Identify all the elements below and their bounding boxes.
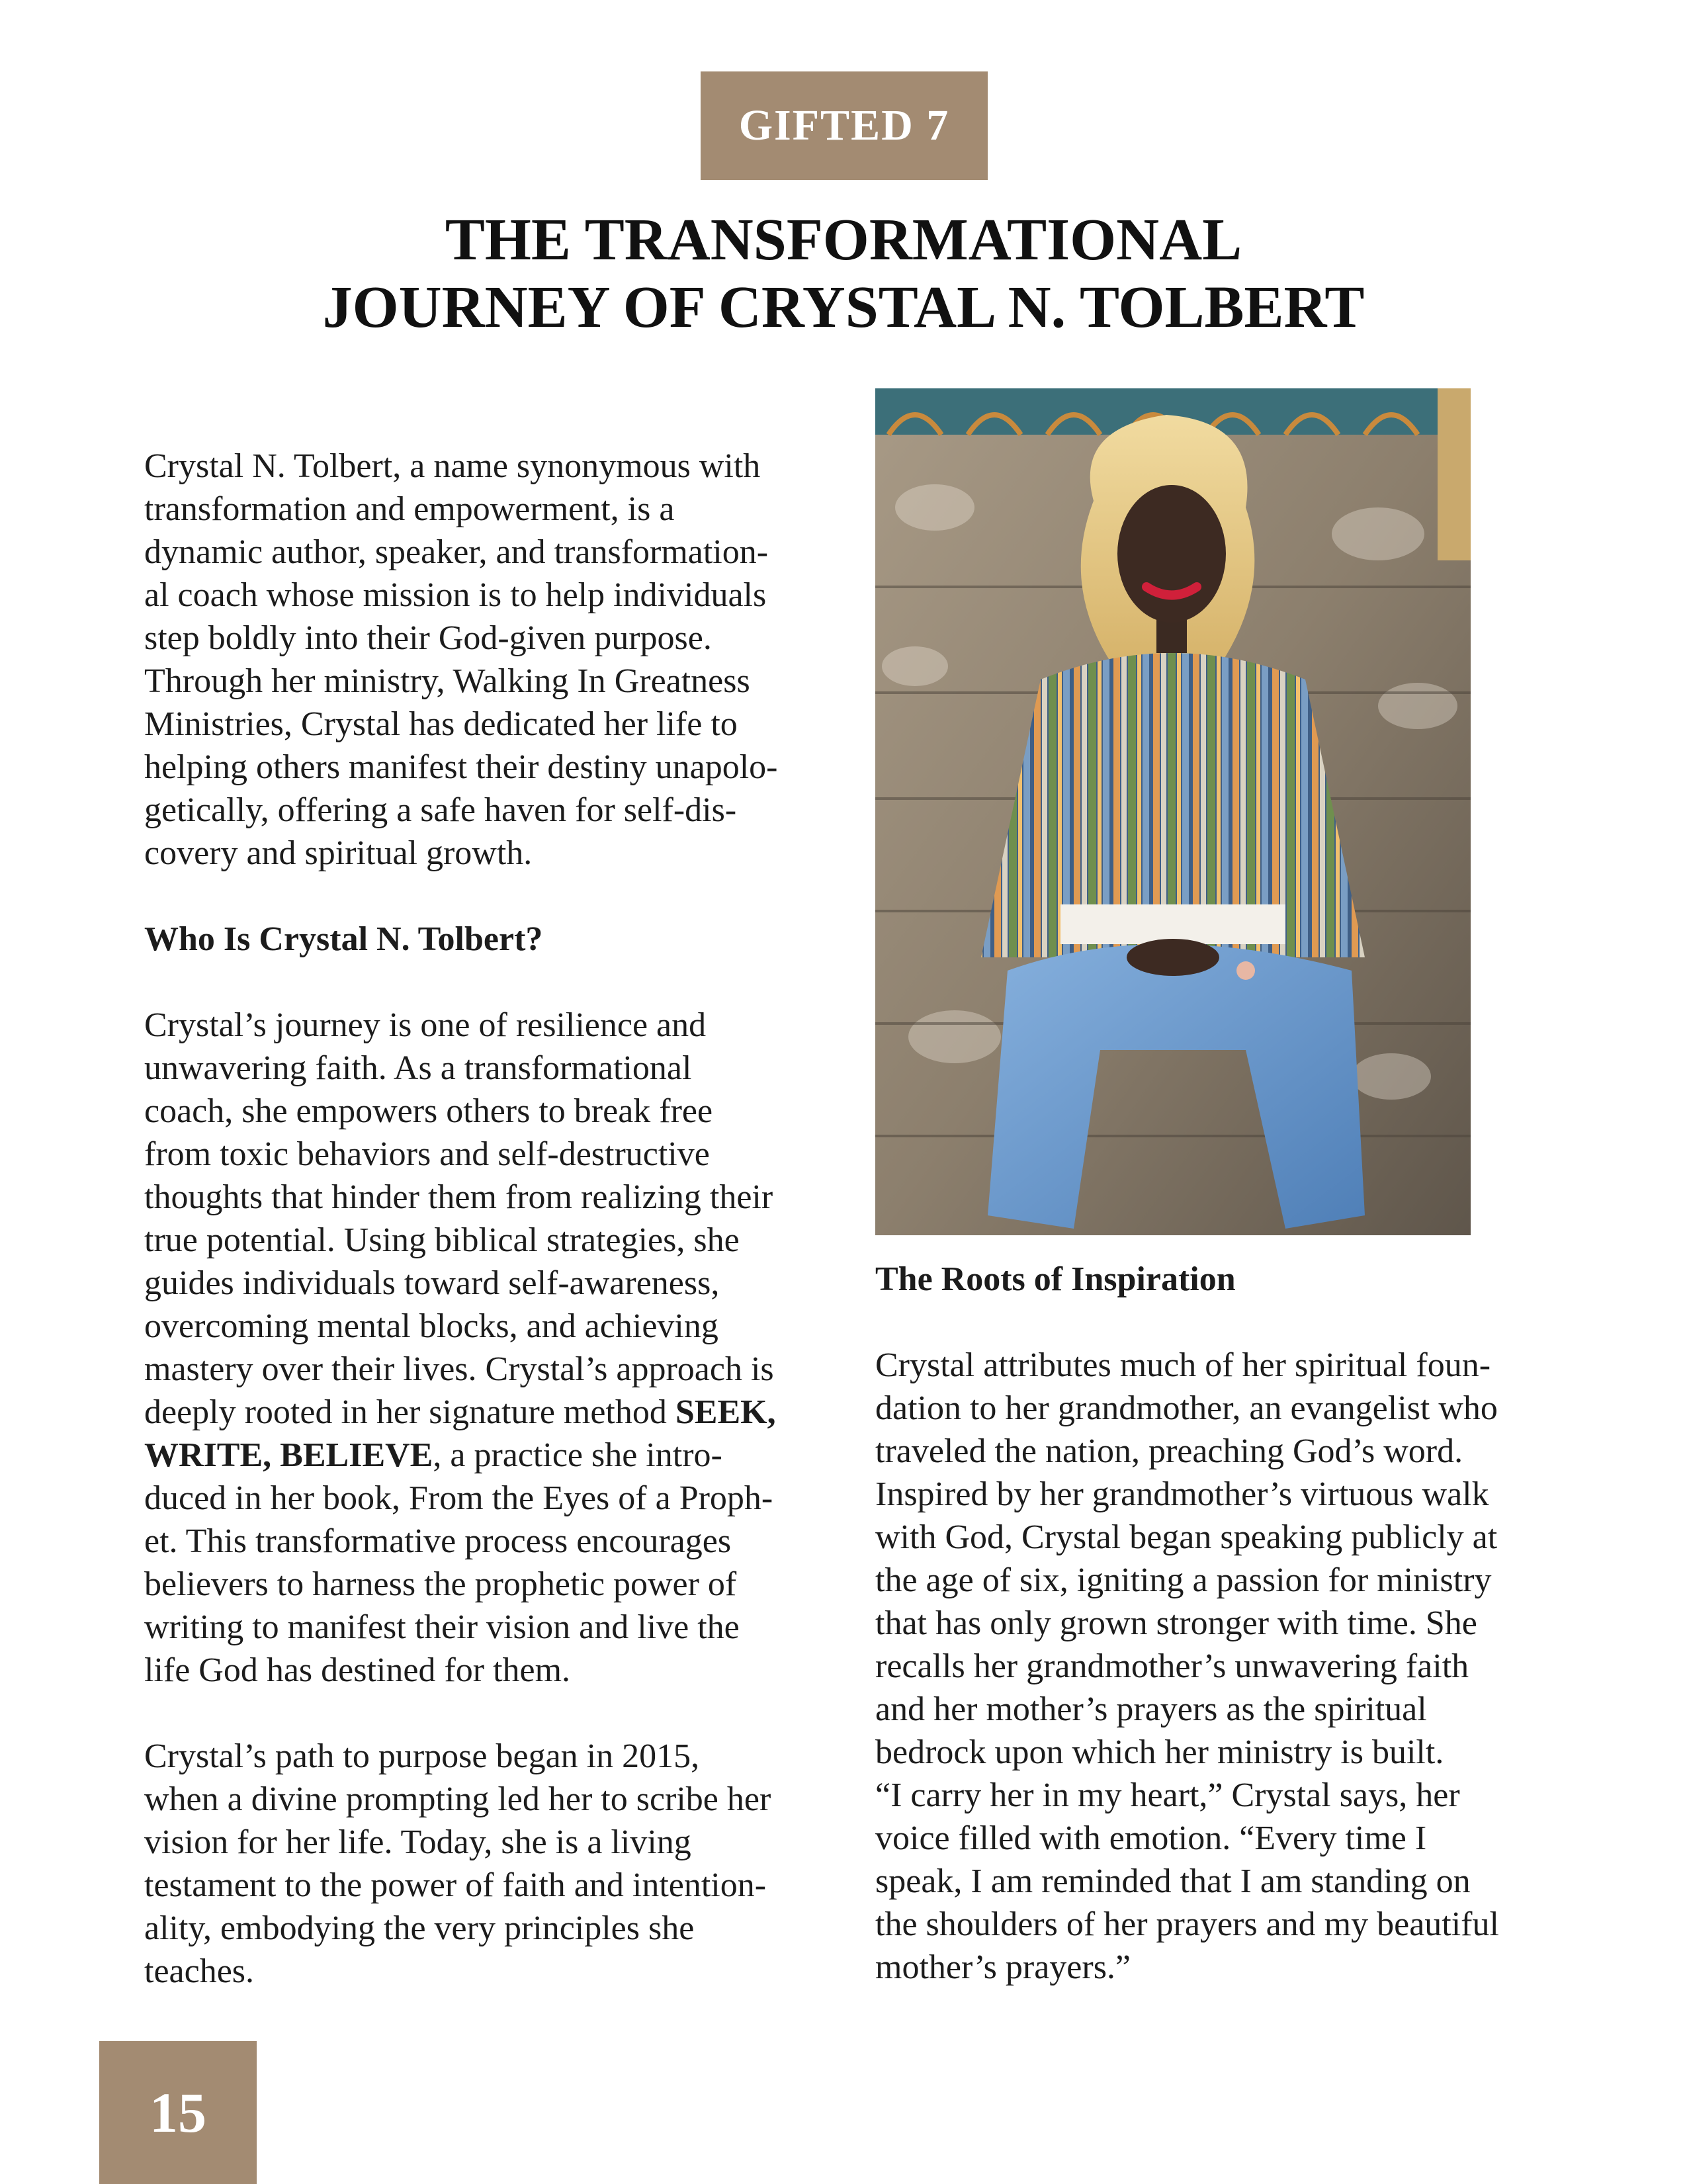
intro-line: dynamic author, speaker, and transformation- — [144, 533, 769, 571]
portrait-photo — [875, 388, 1471, 1235]
body-line: Crystal attributes much of her spiritual foun- — [875, 1346, 1491, 1384]
body-line: guides individuals toward self-awareness, — [144, 1264, 720, 1302]
method-name-bold: WRITE, BELIEVE — [144, 1436, 433, 1474]
right-column — [875, 1258, 1550, 1989]
intro-line: getically, offering a safe haven for self-dis- — [144, 791, 737, 829]
intro-line: Ministries, Crystal has dedicated her life to — [144, 705, 738, 743]
left-column — [144, 445, 819, 1993]
body-line: with God, Crystal began speaking publicly at — [875, 1518, 1498, 1556]
body-line: voice filled with emotion. “Every time I — [875, 1819, 1427, 1857]
body-line: life God has destined for them. — [144, 1651, 571, 1689]
intro-line: al coach whose mission is to help individuals — [144, 576, 767, 614]
body-line: dation to her grandmother, an evangelist who — [875, 1389, 1498, 1427]
intro-line: covery and spiritual growth. — [144, 834, 533, 872]
body-line: teaches. — [144, 1952, 255, 1990]
body-line: Inspired by her grandmother’s virtuous walk — [875, 1475, 1489, 1513]
body-line: when a divine prompting led her to scribe her — [144, 1780, 771, 1818]
section-badge: GIFTED 7 — [701, 71, 988, 180]
body-line: et. This transformative process encourages — [144, 1522, 732, 1560]
body-line: thoughts that hinder them from realizing their — [144, 1178, 773, 1216]
body-line: vision for her life. Today, she is a living — [144, 1823, 691, 1861]
intro-line: transformation and empowerment, is a — [144, 490, 675, 528]
intro-line: helping others manifest their destiny unapolo- — [144, 748, 778, 786]
body-text: , a practice she intro- — [433, 1436, 722, 1474]
body-line: Crystal’s path to purpose began in 2015, — [144, 1737, 700, 1775]
body-line: recalls her grandmother’s unwavering faith — [875, 1647, 1469, 1685]
title-line: THE TRANSFORMATIONAL — [445, 207, 1242, 273]
body-line: believers to harness the prophetic power of — [144, 1565, 737, 1603]
body-line: speak, I am reminded that I am standing on — [875, 1862, 1471, 1900]
body-line: duced in her book, From the Eyes of a Proph- — [144, 1479, 773, 1517]
body-line: traveled the nation, preaching God’s word. — [875, 1432, 1463, 1470]
body-line — [144, 1434, 819, 1477]
body-line: mother’s prayers.” — [875, 1948, 1131, 1986]
body-line — [144, 1391, 819, 1434]
intro-line: Crystal N. Tolbert, a name synonymous with — [144, 447, 761, 485]
body-line: true potential. Using biblical strategies, she — [144, 1221, 740, 1259]
body-line: writing to manifest their vision and live the — [144, 1608, 740, 1646]
body-line: the shoulders of her prayers and my beautiful — [875, 1905, 1499, 1943]
body-line: testament to the power of faith and intention- — [144, 1866, 767, 1904]
method-name-bold: SEEK, — [675, 1393, 776, 1431]
body-text: deeply rooted in her signature method — [144, 1393, 675, 1431]
intro-line: step boldly into their God-given purpose. — [144, 619, 712, 657]
body-line: from toxic behaviors and self-destructive — [144, 1135, 710, 1173]
body-line: Crystal’s journey is one of resilience and — [144, 1006, 707, 1044]
body-line: the age of six, igniting a passion for ministry — [875, 1561, 1492, 1599]
title-line: JOURNEY OF CRYSTAL N. TOLBERT — [322, 275, 1365, 340]
body-line: and her mother’s prayers as the spiritual — [875, 1690, 1427, 1728]
intro-line: Through her ministry, Walking In Greatness — [144, 662, 750, 700]
body-line: “I carry her in my heart,” Crystal says, her — [875, 1776, 1460, 1814]
body-line: bedrock upon which her ministry is built. — [875, 1733, 1444, 1771]
body-line: overcoming mental blocks, and achieving — [144, 1307, 718, 1345]
body-line: ality, embodying the very principles she — [144, 1909, 695, 1947]
body-line: mastery over their lives. Crystal’s approach is — [144, 1350, 774, 1388]
section-heading-who: Who Is Crystal N. Tolbert? — [144, 920, 543, 958]
section-heading-roots: The Roots of Inspiration — [875, 1260, 1236, 1298]
body-line: that has only grown stronger with time. She — [875, 1604, 1477, 1642]
body-line: unwavering faith. As a transformational — [144, 1049, 692, 1087]
page-number: 15 — [99, 2041, 257, 2184]
body-line: coach, she empowers others to break free — [144, 1092, 713, 1130]
article-title — [0, 206, 1687, 341]
